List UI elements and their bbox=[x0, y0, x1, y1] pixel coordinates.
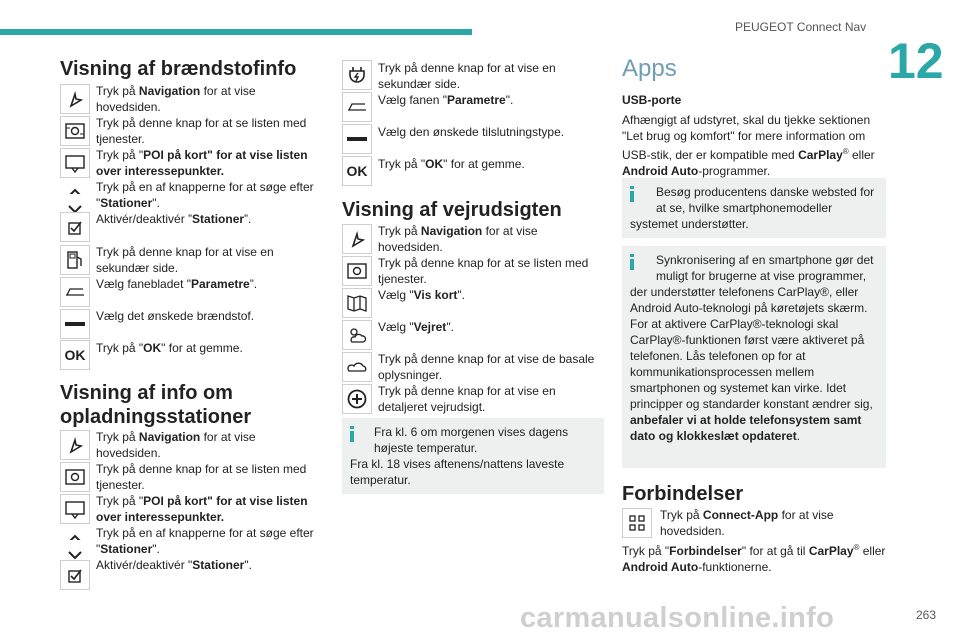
section-title-fuel: Visning af brændstofinfo bbox=[60, 58, 297, 80]
tab-icon bbox=[60, 277, 90, 307]
info-note-weather bbox=[342, 418, 604, 494]
info-note-sync bbox=[622, 246, 886, 468]
section-title-charging: Visning af info om opladningsstationer bbox=[60, 382, 252, 428]
usb-text: Afhængigt af udstyret, skal du tjekke sektionen "Let brug og komfort" for mere information om USB-stik, der er kompatible med CarPlay® eller Android Auto-programmer. bbox=[622, 113, 875, 178]
section-title-weather: Visning af vejrudsigten bbox=[342, 199, 562, 221]
checkbox-icon bbox=[60, 212, 90, 242]
select-bar-icon bbox=[342, 124, 372, 154]
note-text: Synkronisering af en smartphone gør det bbox=[656, 253, 874, 267]
step-text: Tryk på denne knap for at se listen med tjenester. bbox=[378, 256, 589, 286]
step-text: Aktivér/deaktivér ”Stationer”. bbox=[96, 212, 252, 226]
step-text: Aktivér/deaktivér "Stationer". bbox=[96, 558, 252, 572]
navigation-arrow-icon bbox=[60, 430, 90, 460]
step-text: Tryk på "OK" for at gemme. bbox=[378, 157, 525, 171]
step-text: Tryk på denne knap for at se listen med tjenester. bbox=[96, 462, 307, 492]
step-text: Tryk på denne knap for at vise de basale oplysninger. bbox=[378, 352, 595, 382]
info-icon bbox=[630, 254, 634, 270]
step-text: Tryk på Navigation for at vise hovedsiden. bbox=[378, 224, 538, 254]
usb-title: USB-porte bbox=[622, 93, 682, 107]
charging-plug-icon bbox=[342, 60, 372, 90]
note-text: højeste temperatur. bbox=[374, 441, 478, 455]
weather-icon bbox=[342, 320, 372, 350]
apps-grid-icon bbox=[622, 508, 652, 538]
weather-basic-icon bbox=[342, 352, 372, 382]
step-text: Tryk på "OK" for at gemme. bbox=[96, 341, 243, 355]
chapter-number: 12 bbox=[888, 33, 944, 89]
note-text: der understøtter telefonens CarPlay®, eller Android Auto-teknologi på køretøjets skærm. For at aktivere CarPlay®-teknologi skal CarPlay®-funktionen først være aktiveret på telefonen. Lås telefonen op for at kommunikationsprocessen mellem smartphonen og systemet kan virke. Idet principper og standarder konstant ændrer sig, anbefaler vi at holde telefonsystem samt dato og klokkeslæt opdateret. bbox=[630, 285, 873, 443]
step-text: Vælg "Vejret". bbox=[378, 320, 454, 334]
note-text: at se, hvilke smartphonemodeller bbox=[656, 201, 833, 215]
tab-icon bbox=[342, 92, 372, 122]
step-text: Vælg fanen "Parametre". bbox=[378, 93, 514, 107]
list-settings-icon bbox=[60, 462, 90, 492]
step-text: Tryk på Connect-App for at vise hovedsiden. bbox=[660, 508, 834, 538]
ok-icon: OK bbox=[60, 340, 90, 370]
note-text: Fra kl. 18 vises aftenens/nattens laveste temperatur. bbox=[350, 457, 565, 487]
note-text: systemet understøtter. bbox=[630, 217, 749, 231]
step-text: Vælg det ønskede brændstof. bbox=[96, 309, 255, 323]
info-icon bbox=[350, 426, 354, 442]
step-text: Tryk på "POI på kort" for at vise listen over interessepunkter. bbox=[96, 494, 308, 524]
step-text: Tryk på denne knap for at vise en sekundær side. bbox=[96, 245, 274, 275]
map-book-icon bbox=[342, 288, 372, 318]
step-text: Tryk på "POI på kort" for at vise listen over interessepunkter. bbox=[96, 148, 308, 178]
apps-title: Apps bbox=[622, 55, 677, 82]
note-text: muligt for brugerne at vise programmer, bbox=[656, 269, 867, 283]
info-icon bbox=[630, 186, 634, 202]
step-text: Tryk på Navigation for at vise hovedsiden. bbox=[96, 430, 256, 460]
ok-icon: OK bbox=[342, 156, 372, 186]
watermark: carmanualsonline.info bbox=[520, 602, 835, 634]
note-text: Fra kl. 6 om morgenen vises dagens bbox=[374, 425, 569, 439]
step-text: Vælg fanebladet "Parametre”. bbox=[96, 277, 258, 291]
section-title-connections: Forbindelser bbox=[622, 483, 744, 505]
info-note-smartphones bbox=[622, 178, 886, 238]
connections-text: Tryk på "Forbindelser" for at gå til CarPlay® eller Android Auto-funktionerne. bbox=[622, 543, 886, 574]
step-text: Tryk på denne knap for at vise en detaljeret vejrudsigt. bbox=[378, 384, 556, 414]
step-text: Tryk på denne knap for at se listen med tjenester. bbox=[96, 116, 307, 146]
poi-map-icon bbox=[60, 494, 90, 524]
checkbox-icon bbox=[60, 560, 90, 590]
step-text: Vælg "Vis kort". bbox=[378, 288, 466, 302]
page-number: 263 bbox=[915, 608, 936, 622]
step-text: Vælg den ønskede tilslutningstype. bbox=[378, 125, 565, 139]
navigation-arrow-icon bbox=[60, 84, 90, 114]
step-text: Tryk på Navigation for at vise hovedsiden. bbox=[96, 84, 256, 114]
header-accent-bar bbox=[0, 29, 472, 35]
step-text: Tryk på en af knapperne for at søge efter "Stationer". bbox=[96, 180, 314, 210]
step-text: Tryk på en af knapperne for at søge efter "Stationer". bbox=[96, 526, 314, 556]
step-text: Tryk på denne knap for at vise en sekundær side. bbox=[378, 61, 556, 91]
list-settings-icon bbox=[60, 116, 90, 146]
poi-map-icon bbox=[60, 148, 90, 178]
header-title: PEUGEOT Connect Nav bbox=[735, 20, 867, 34]
select-bar-icon bbox=[60, 309, 90, 339]
note-text: Besøg producentens danske websted for bbox=[656, 185, 875, 199]
list-settings-icon bbox=[342, 256, 372, 286]
navigation-arrow-icon bbox=[342, 224, 372, 254]
plus-circle-icon bbox=[342, 384, 372, 414]
fuel-pump-icon bbox=[60, 245, 90, 275]
